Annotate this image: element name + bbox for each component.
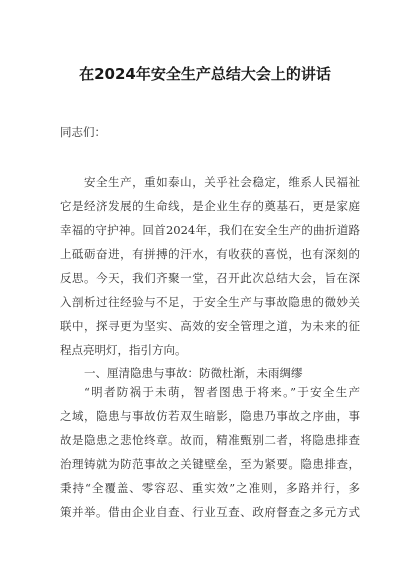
paragraph-line: 之域，隐患与事故仿若双生暗影，隐患乃事故之序曲，事 xyxy=(60,409,360,423)
document-title: 在2024年安全生产总结大会上的讲话 xyxy=(79,65,331,83)
paragraph-line: 幸福的守护神。回首2024年，我们在安全生产的曲折道路 xyxy=(60,223,360,237)
paragraph-line: 治理铸就为防范事故之关键壁垒，至为紧要。隐患排查， xyxy=(60,457,360,471)
paragraph-line: 入剖析过往经验与不足，于安全生产与事故隐患的微妙关 xyxy=(60,295,360,309)
paragraph-line: 安全生产，重如泰山，关乎社会稳定，维系人民福祉 xyxy=(84,175,360,189)
paragraph-line: 策并举。借由企业自查、行业互查、政府督查之多元方式 xyxy=(60,505,360,519)
paragraph-line: 程点亮明灯，指引方向。 xyxy=(60,343,187,357)
paragraph-line: 故是隐患之悲怆终章。故而，精准甄别二者，将隐患排查 xyxy=(60,433,360,447)
paragraph-line: 上砥砺奋进，有拼搏的汗水，有收获的喜悦，也有深刻的 xyxy=(60,247,360,261)
paragraph-line: 秉持“全覆盖、零容忍、重实效”之准则，多路并行，多 xyxy=(60,481,360,495)
paragraph-section1 xyxy=(60,380,360,524)
paragraph-line: 联中，探寻更为坚实、高效的安全管理之道，为未来的征 xyxy=(60,319,360,333)
paragraph-line: 反思。今天，我们齐聚一堂，召开此次总结大会，旨在深 xyxy=(60,271,360,285)
paragraph-line: “明者防祸于未萌，智者图患于将来。”于安全生产 xyxy=(84,385,360,399)
paragraph-intro xyxy=(60,170,360,362)
section-heading: 一、厘清隐患与事故：防微杜渐，未雨绸缪 xyxy=(84,366,303,380)
salutation: 同志们： xyxy=(60,125,106,139)
paragraph-line: 它是经济发展的生命线，是企业生存的奠基石，更是家庭 xyxy=(60,199,360,213)
